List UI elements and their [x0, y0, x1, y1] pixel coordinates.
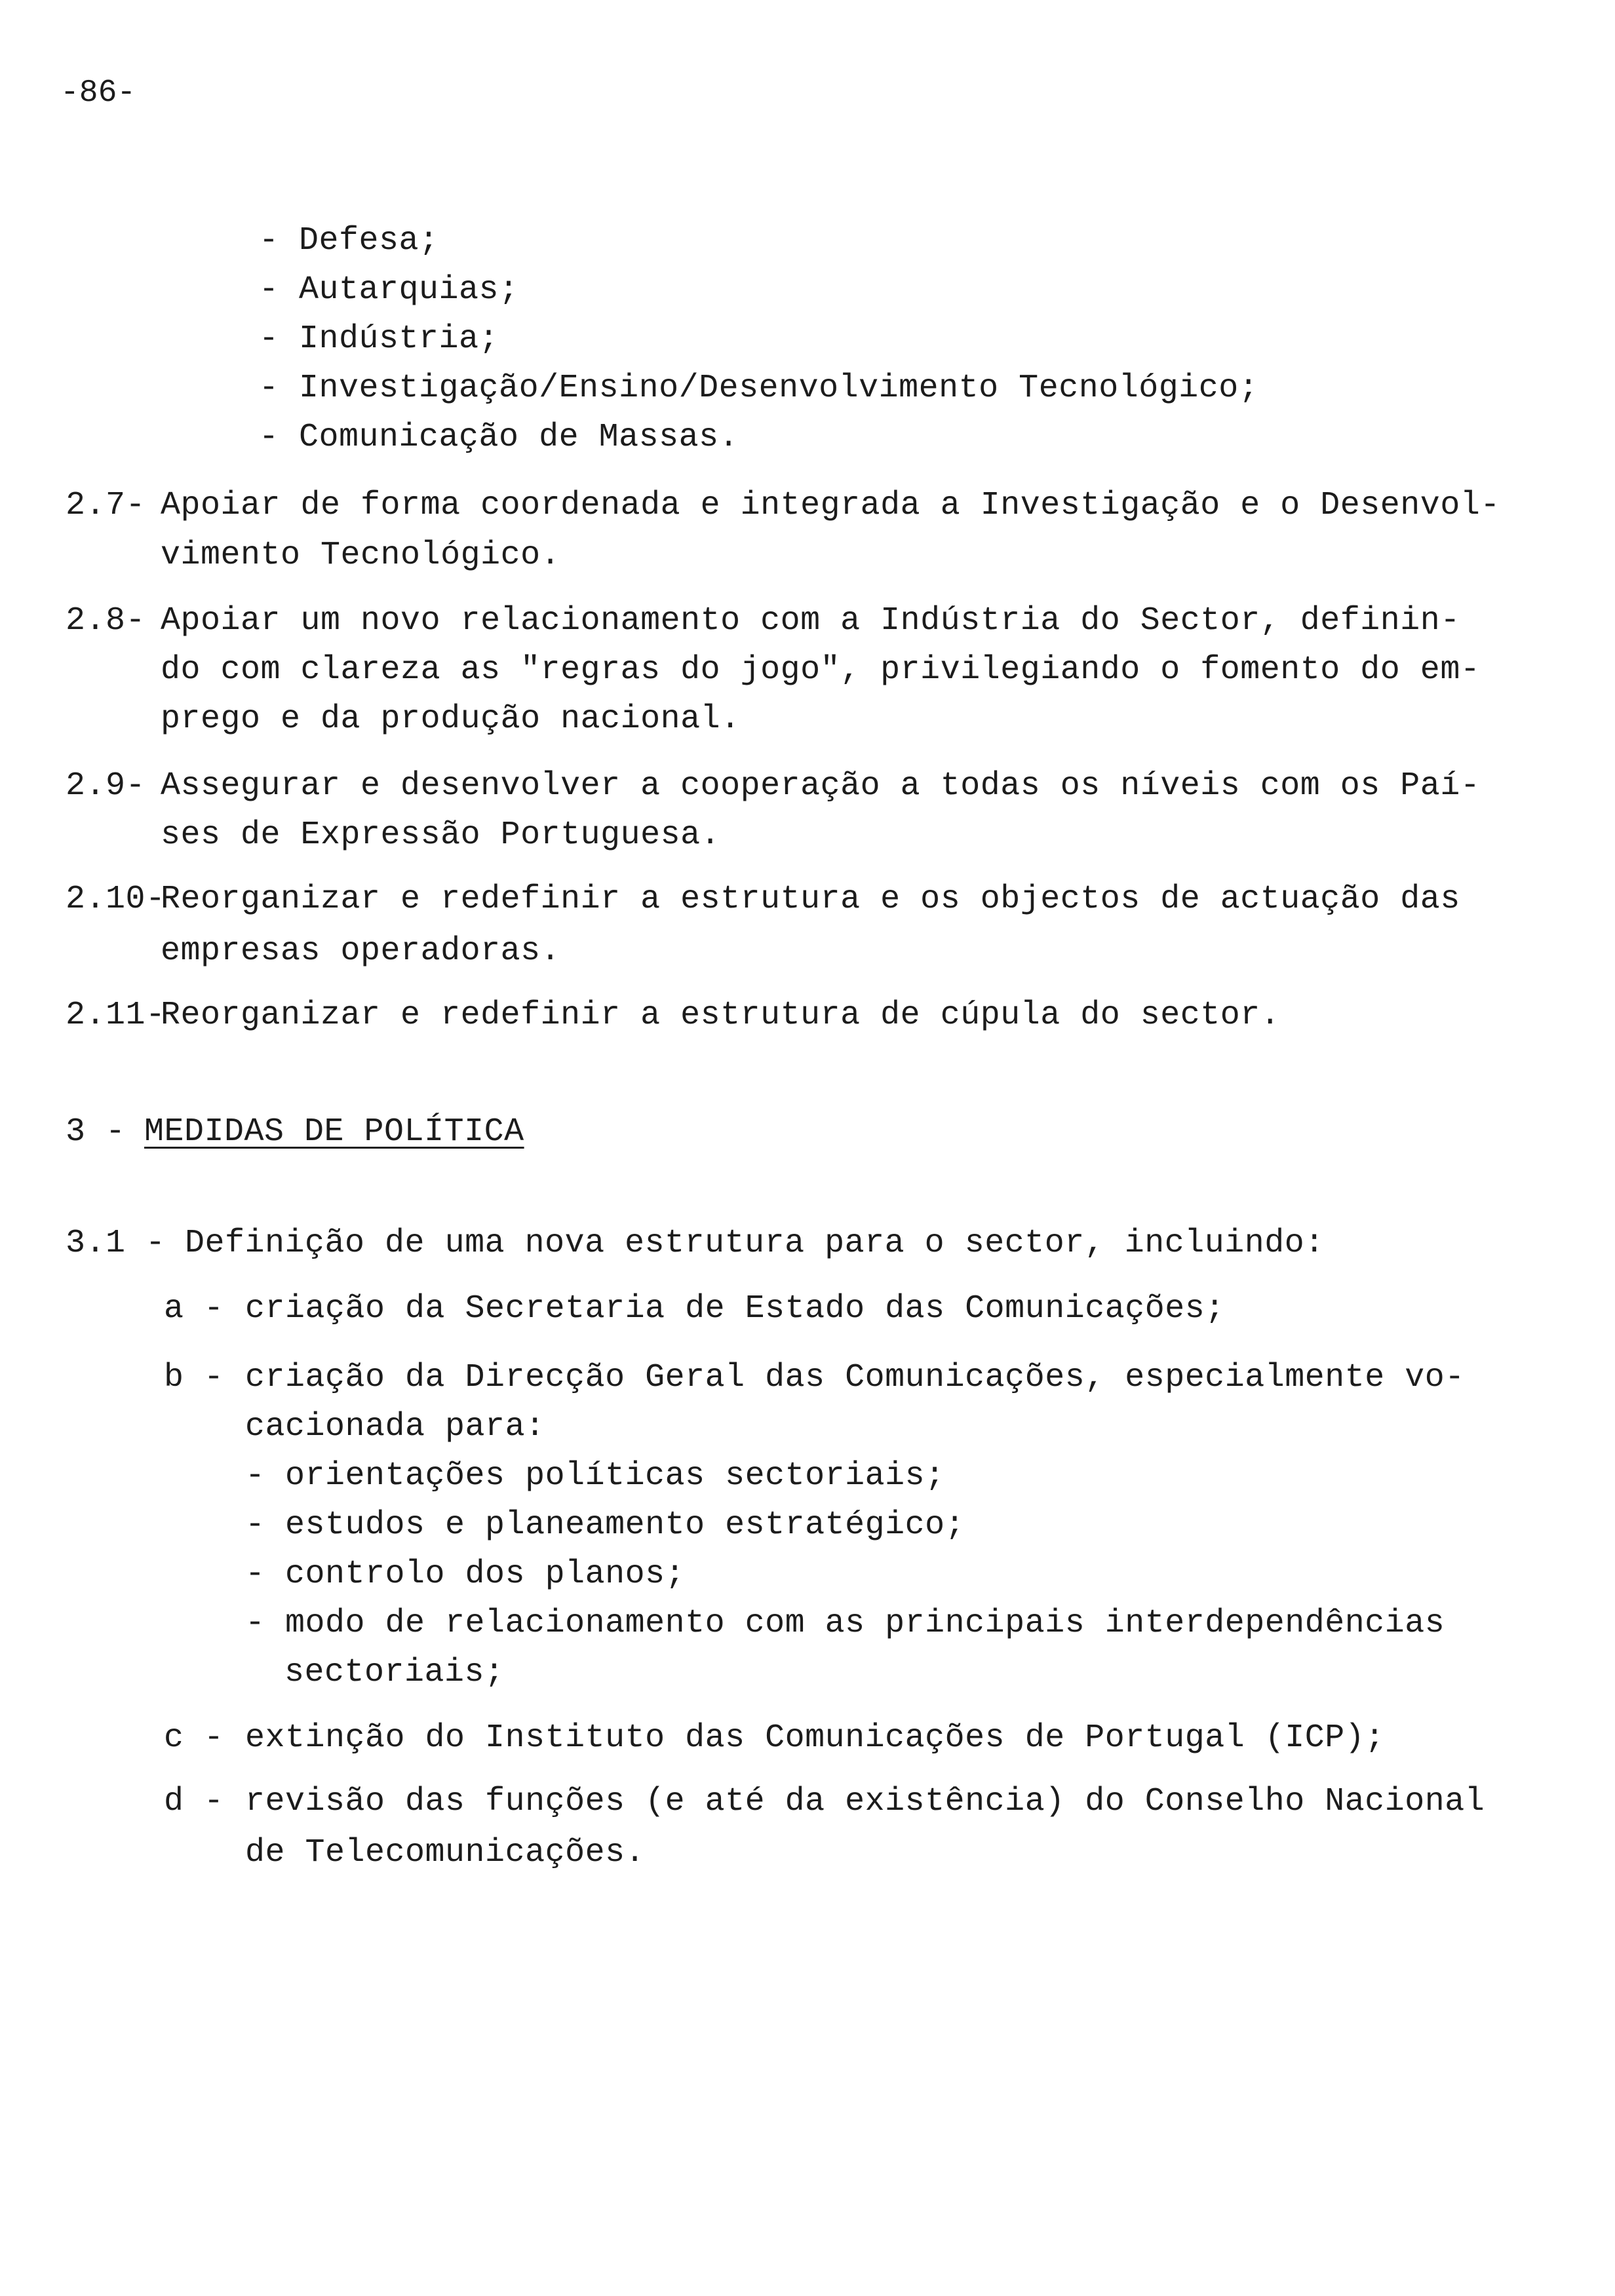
page-number: -86-	[60, 75, 136, 111]
paragraph-line: revisão das funções (e até da existência) do Conselho Nacional	[245, 1783, 1485, 1820]
item-number: 2.11-	[66, 997, 166, 1034]
list-item: - Autarquias;	[259, 271, 519, 309]
item-number: 2.10-	[66, 881, 166, 918]
list-item: - Indústria;	[259, 320, 499, 358]
paragraph-line: Apoiar um novo relacionamento com a Indústria do Sector, definin-	[161, 602, 1460, 640]
list-item: - controlo dos planos;	[245, 1556, 686, 1593]
paragraph-line: do com clareza as "regras do jogo", privilegiando o fomento do em-	[161, 651, 1481, 689]
paragraph-line: empresas operadoras.	[161, 932, 561, 970]
list-item-continuation: sectoriais;	[284, 1654, 505, 1691]
paragraph-line: Reorganizar e redefinir a estrutura de cúpula do sector.	[161, 997, 1281, 1034]
paragraph-line: de Telecomunicações.	[245, 1834, 646, 1871]
paragraph-line: extinção do Instituto das Comunicações de Portugal (ICP);	[245, 1719, 1385, 1757]
paragraph-line: cacionada para:	[245, 1408, 545, 1445]
item-number: 2.9-	[66, 767, 146, 805]
item-number: 2.8-	[66, 602, 146, 640]
item-label: a -	[164, 1290, 224, 1328]
paragraph-line: criação da Direcção Geral das Comunicações, especialmente vo-	[245, 1359, 1465, 1396]
list-item: - Defesa;	[259, 222, 439, 259]
subsection-number: 3.1 -	[66, 1225, 166, 1262]
paragraph-line: Assegurar e desenvolver a cooperação a todas os níveis com os Paí-	[161, 767, 1481, 805]
paragraph-line: Reorganizar e redefinir a estrutura e os objectos de actuação das	[161, 881, 1460, 918]
paragraph-line: vimento Tecnológico.	[161, 537, 561, 574]
paragraph-line: prego e da produção nacional.	[161, 700, 741, 738]
list-item: - Investigação/Ensino/Desenvolvimento Tecnológico;	[259, 370, 1259, 407]
item-label: b -	[164, 1359, 224, 1396]
paragraph-line: Definição de uma nova estrutura para o sector, incluindo:	[185, 1225, 1325, 1262]
list-item: - Comunicação de Massas.	[259, 419, 739, 456]
item-label: c -	[164, 1719, 224, 1757]
list-item: - estudos e planeamento estratégico;	[245, 1506, 965, 1544]
list-item: - modo de relacionamento com as principais interdependências	[245, 1605, 1445, 1642]
list-item: - orientações políticas sectoriais;	[245, 1457, 945, 1495]
section-number: 3 -	[66, 1113, 126, 1151]
section-title: MEDIDAS DE POLÍTICA	[144, 1113, 524, 1151]
item-number: 2.7-	[66, 487, 146, 524]
item-label: d -	[164, 1783, 224, 1820]
paragraph-line: ses de Expressão Portuguesa.	[161, 816, 721, 854]
paragraph-line: criação da Secretaria de Estado das Comunicações;	[245, 1290, 1225, 1328]
paragraph-line: Apoiar de forma coordenada e integrada a Investigação e o Desenvol-	[161, 487, 1500, 524]
